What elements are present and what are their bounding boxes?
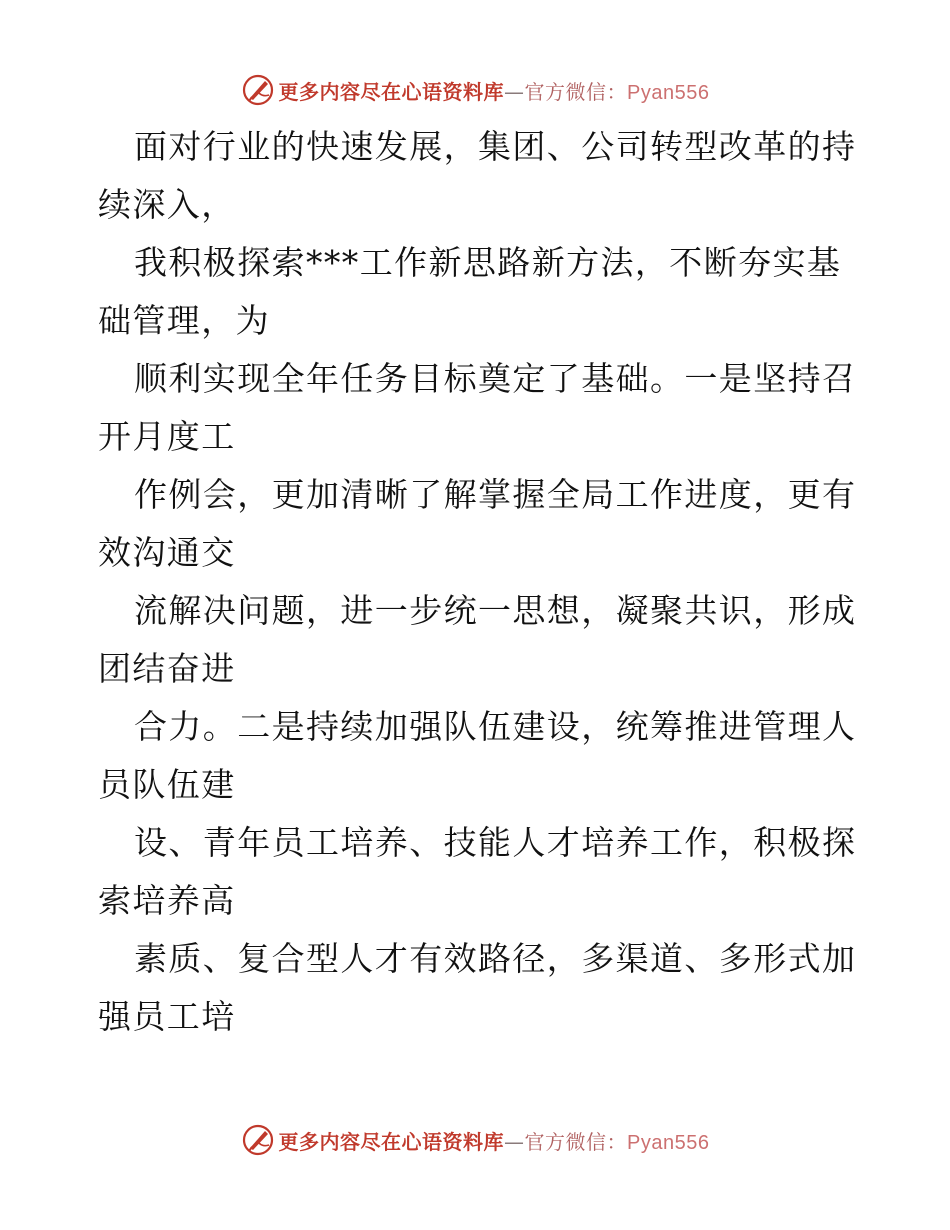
document-body [98, 118, 858, 1046]
watermark-dash: — [504, 1129, 525, 1154]
paragraph-continuation: 索培养高 [98, 881, 236, 920]
watermark-main-text: 更多内容尽在心语资料库 [278, 1129, 505, 1154]
paragraph-first-line: 合力。二是持续加强队伍建设，统筹推进管理人 [134, 707, 857, 746]
paragraph [98, 118, 858, 234]
paragraph-continuation: 础管理，为 [98, 301, 270, 340]
quill-pen-logo-icon [241, 1123, 275, 1157]
paragraph-first-line: 设、青年员工培养、技能人才培养工作，积极探 [134, 823, 857, 862]
paragraph-first-line: 素质、复合型人才有效路径，多渠道、多形式加 [134, 939, 857, 978]
paragraph [98, 698, 858, 814]
footer-watermark [0, 1120, 950, 1160]
paragraph [98, 582, 858, 698]
watermark-wechat-id: Pyan556 [627, 1131, 710, 1154]
paragraph-first-line: 面对行业的快速发展，集团、公司转型改革的持 [134, 127, 857, 166]
paragraph-continuation: 续深入， [98, 185, 236, 224]
quill-pen-logo-icon [241, 73, 275, 107]
paragraph-continuation: 开月度工 [98, 417, 236, 456]
paragraph-first-line: 顺利实现全年任务目标奠定了基础。一是坚持召 [134, 359, 857, 398]
watermark-wechat-label: 官方微信： [524, 1129, 628, 1154]
paragraph [98, 350, 858, 466]
paragraph-continuation: 团结奋进 [98, 649, 236, 688]
paragraph-first-line: 流解决问题，进一步统一思想，凝聚共识，形成 [134, 591, 857, 630]
watermark-wechat-label: 官方微信： [524, 79, 628, 104]
paragraph-continuation: 效沟通交 [98, 533, 236, 572]
header-watermark [0, 70, 950, 110]
paragraph-continuation: 强员工培 [98, 997, 236, 1036]
watermark-main-text: 更多内容尽在心语资料库 [278, 79, 505, 104]
paragraph [98, 930, 858, 1046]
paragraph [98, 814, 858, 930]
watermark-dash: — [504, 79, 525, 104]
paragraph-continuation: 员队伍建 [98, 765, 236, 804]
paragraph-first-line: 作例会，更加清晰了解掌握全局工作进度，更有 [134, 475, 857, 514]
paragraph [98, 234, 858, 350]
watermark-wechat-id: Pyan556 [627, 81, 710, 104]
paragraph [98, 466, 858, 582]
paragraph-first-line: 我积极探索***工作新思路新方法，不断夯实基 [134, 243, 842, 282]
